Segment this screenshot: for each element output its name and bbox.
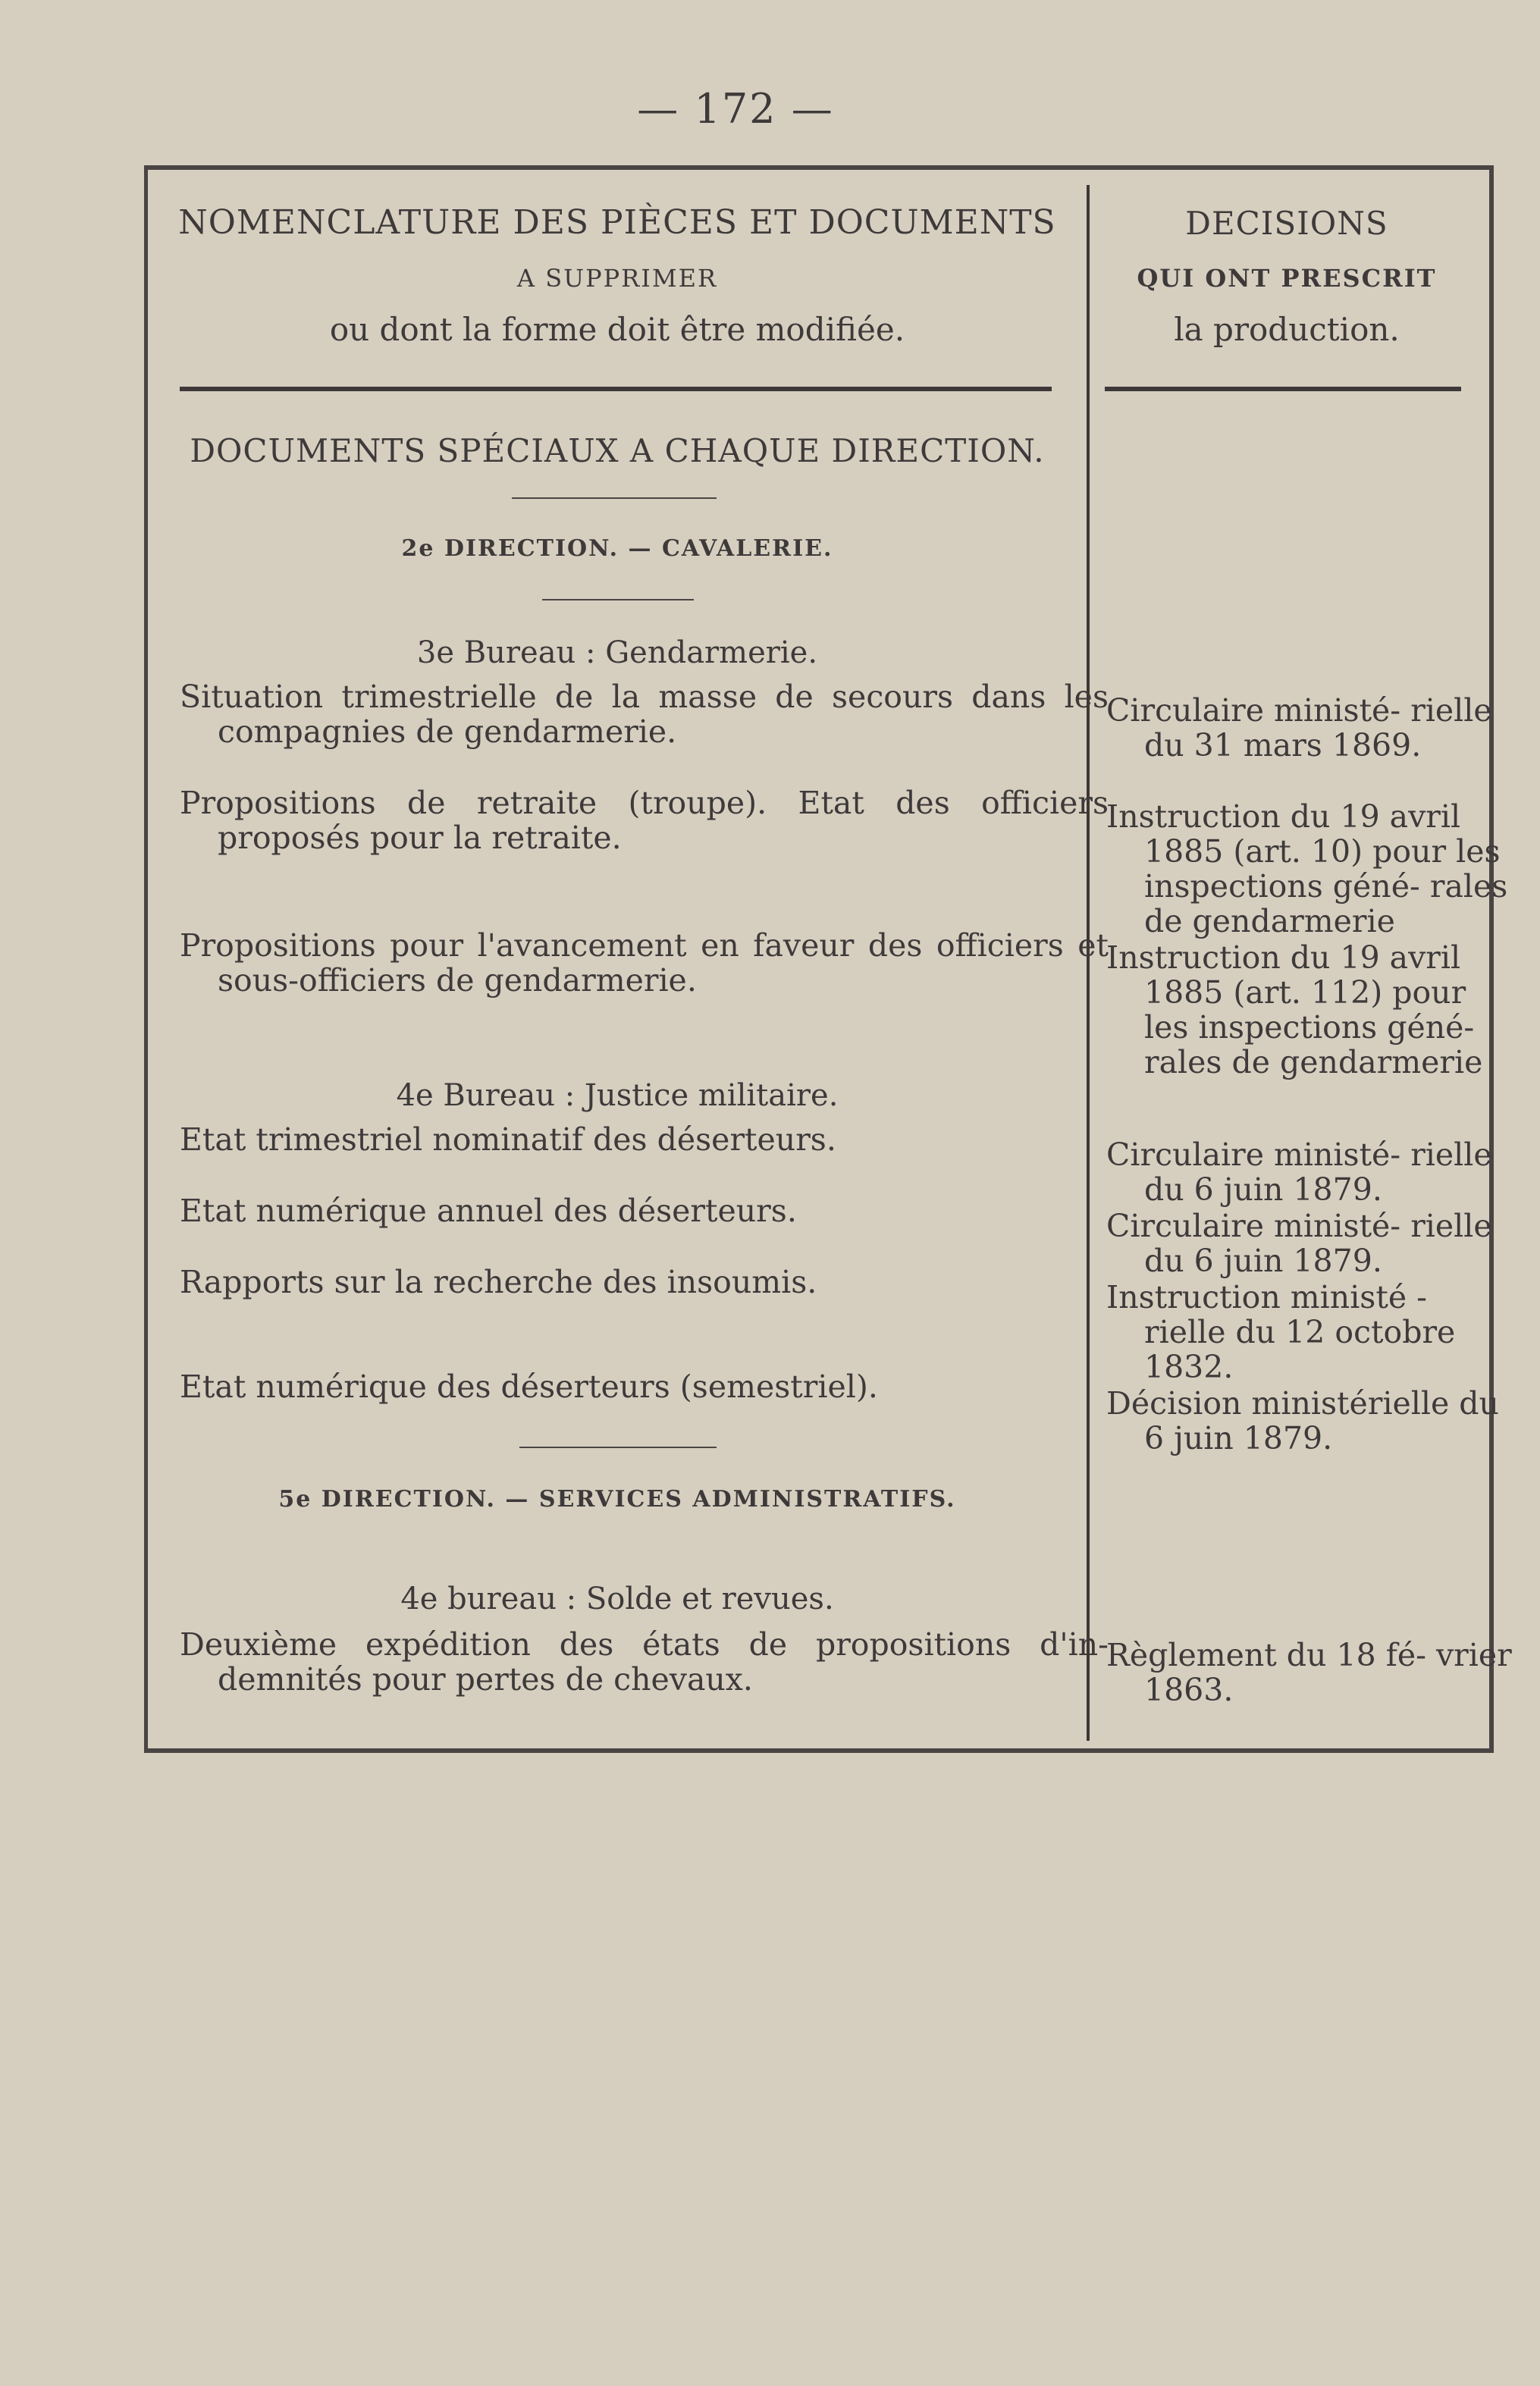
decision-instruction-1832: Instruction ministé - rielle du 12 octobre 1832. [1106, 1279, 1456, 1385]
decision-ministerielle-1879: Décision ministérielle du 6 juin 1879. [1106, 1385, 1499, 1456]
direction-2-heading: 2e DIRECTION. — CAVALERIE. [401, 535, 833, 562]
decision-instruction-1885-art112: Instruction du 19 avril 1885 (art. 112) pour les inspections géné- rales de gendarmerie [1106, 939, 1483, 1080]
section-divider [512, 497, 717, 499]
direction-2-end-divider [519, 1447, 717, 1448]
right-header-note: la production. [1174, 311, 1400, 348]
documents-column [148, 170, 1109, 1748]
entry-propositions-retraite: Propositions de retraite (troupe). Etat des officiers proposés pour la retraite. [180, 785, 1109, 856]
entry-rapports-insoumis: Rapports sur la recherche des insoumis. [180, 1264, 817, 1300]
direction-5-heading: 5e DIRECTION. — SERVICES ADMINISTRATIFS. [278, 1486, 956, 1513]
bureau-4-heading: 4e Bureau : Justice militaire. [396, 1078, 839, 1113]
entry-situation-trimestrielle: Situation trimestrielle de la masse de secours dans les compagnies de gendarmerie. [180, 679, 1109, 750]
right-header-title: DECISIONS [1185, 205, 1388, 242]
entry-deuxieme-expedition: Deuxième expédition des états de propositions d'in- demnités pour pertes de chevaux. [180, 1626, 1109, 1698]
bureau-4-solde-heading: 4e bureau : Solde et revues. [400, 1582, 834, 1616]
bureau-3-heading: 3e Bureau : Gendarmerie. [416, 635, 818, 670]
entry-etat-trimestriel-nominatif: Etat trimestriel nominatif des déserteurs. [180, 1121, 836, 1158]
entry-etat-numerique-annuel: Etat numérique annuel des déserteurs. [180, 1193, 797, 1229]
entry-etat-numerique-semestriel: Etat numérique des déserteurs (semestriel). [180, 1369, 878, 1405]
decision-instruction-1885-art10: Instruction du 19 avril 1885 (art. 10) pour les inspections géné- rales de gendarmerie [1106, 798, 1508, 939]
right-header-subtitle: QUI ONT PRESCRIT [1137, 264, 1437, 293]
left-header-title: NOMENCLATURE DES PIÈCES ET DOCUMENTS [178, 203, 1056, 242]
decision-circulaire-1879-a: Circulaire ministé- rielle du 6 juin 1879. [1106, 1137, 1492, 1208]
page-number: — 172 — [637, 85, 834, 133]
header-rule-right [1105, 387, 1461, 391]
direction-2-divider [542, 599, 694, 600]
entry-propositions-avancement: Propositions pour l'avancement en faveur des officiers et sous-officiers de gendarmerie. [180, 927, 1109, 999]
left-header-subtitle: A SUPPRIMER [516, 264, 718, 293]
decision-reglement-1863: Règlement du 18 fé- vrier 1863. [1106, 1637, 1512, 1708]
left-header-note: ou dont la forme doit être modifiée. [329, 311, 905, 348]
document-table [144, 165, 1512, 1753]
section-heading: DOCUMENTS SPÉCIAUX A CHAQUE DIRECTION. [190, 432, 1045, 469]
decision-circulaire-1869: Circulaire ministé- rielle du 31 mars 1869. [1106, 692, 1492, 763]
header-rule-left [180, 387, 1052, 391]
decisions-column [1090, 170, 1512, 1748]
decision-circulaire-1879-b: Circulaire ministé- rielle du 6 juin 1879. [1106, 1208, 1492, 1279]
